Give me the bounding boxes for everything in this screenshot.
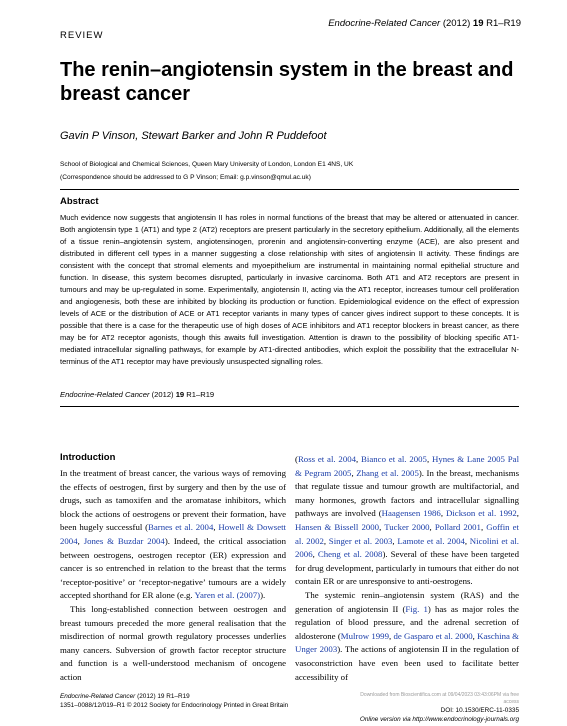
reference-link[interactable]: Pal & Pegram 2005 [295, 454, 520, 478]
reference-link[interactable]: Dickson et al. 1992 [446, 508, 517, 519]
footer-copyright: 1351–0088/12/019–R1 © 2012 Society for Endocrinology Printed in Great Britain [60, 702, 289, 709]
reference-link[interactable]: Cheng et al. 2008 [317, 549, 383, 560]
reference-link[interactable]: Singer et al. 2003 [328, 535, 393, 546]
reference-link[interactable]: Pollard 2001 [434, 521, 481, 532]
footer-online-link[interactable]: Online version via http://www.endocrinology-journals.org [359, 716, 519, 723]
reference-link[interactable]: de Gasparo et al. 2000 [393, 630, 473, 641]
running-head-volume: 19 [472, 18, 484, 29]
reference-link[interactable]: Mulrow 1999 [340, 630, 389, 641]
divider-top [60, 189, 519, 190]
reference-link[interactable]: Nicolini et al. 2006 [295, 535, 519, 560]
reference-link[interactable]: Goffin et al. 2002 [295, 521, 519, 546]
abstract-text: Much evidence now suggests that angiotensin II has roles in normal functions of the breast that may be altered or attenuated in cancer. Both angiotensin type 1 (AT1) and type 2 (AT2) receptors are present particularly in the secretory epithelium. Additionally, all the elements of a tissue renin–angiotensin system, angiotensinogen, prorenin and angiotensin-converting enzyme (ACE), are also present and distributed in different cell types in a manner suggesting a close relationship with sites of angiotensin II activity. These findings are consistent with the concept that stromal elements and myoepithelium are instrumental in maintaining normal epithelial structure and function. In disease, this system becomes disrupted, particularly in invasive carcinoma. Both AT1 and AT2 receptors are present in tumours and may be up-regulated in some. Experimentally, angiotensin II, acting via the AT1 receptor, increases tumour cell proliferation and angiogenesis, both these are inhibited by blocking its production or function. Epidemiological evidence on the effect of expression levels of ACE or the distribution of ACE or AT1 receptor variants in many types of cancer gives indirect support to these concepts. It is possible that there is a case for the therapeutic use of high doses of ACE inhibitors and AT1 receptor blockers in breast cancer, as there may be for AT2 receptor agonists, though this awaits full investigation. Attention is drawn to the possibility of blocking specific AT1-mediated intracellular signalling pathways, for example by AT1-directed antibodies, which exploit the possibility that the extracellular N-terminus of the AT1 receptor may have previously unsuspected signalling roles. [60, 213, 519, 366]
figure-link[interactable]: Fig. 1 [405, 603, 428, 614]
footer-left: Endocrine-Related Cancer (2012) 19 R1–R19 1351–0088/12/019–R1 © 2012 Society for Endocrinology Printed in Great Britain [60, 693, 289, 709]
reference-link[interactable]: Kaschina & Unger 2003 [295, 630, 520, 655]
citation-year: (2012) [151, 390, 174, 399]
reference-link[interactable]: Ross et al. 2004 [297, 454, 357, 464]
correspondence: (Correspondence should be addressed to G P Vinson; Email: g.p.vinson@qmul.ac.uk) [60, 174, 311, 181]
running-head-journal: Endocrine-Related Cancer [328, 18, 441, 29]
ras-paragraph: The systemic renin–angiotensin system (RAS) and the generation of angiotensin II (Fig. 1) has as major roles the regulation of blood pressure, and the adrenal secretion of aldosterone (Mulrow 1999, de Gasparo et al. 2000, Kaschina & Unger 2003). The actions of angiotensin II in the regulation of vasoconstriction have even been used to facilitate better accessibility of [295, 589, 520, 682]
citation-volume: 19 [175, 390, 185, 399]
running-head-year: (2012) [442, 18, 471, 29]
affiliation: School of Biological and Chemical Sciences, Queen Mary University of London, London E1 4NS, UK [60, 161, 354, 168]
running-head-pages: R1–R19 [486, 18, 521, 29]
reference-link[interactable]: Yaren et al. (2007) [194, 590, 261, 601]
reference-link[interactable]: Howell & Dowsett 2004 [60, 522, 286, 546]
running-head [328, 18, 521, 29]
reference-link[interactable]: Tucker 2000 [384, 521, 430, 532]
citation-pages: R1–R19 [186, 390, 215, 399]
section-label: REVIEW [60, 30, 104, 41]
reference-link[interactable]: Jones & Buzdar 2004 [83, 535, 165, 546]
intro-paragraph-2: This long-established connection between oestrogen and breast tumours preceded the more general realisation that the misdirection of normal growth regulatory processes underlies many cancers. Subversion of growth factor receptor structure and function is a well-understood mechanism of oncogene action [60, 603, 286, 682]
download-watermark: Downloaded from Bioscientifica.com at 09/04/2023 03:43:06PM via free access [360, 692, 519, 705]
footer-right [344, 692, 519, 724]
reference-link[interactable]: Hansen & Bissell 2000 [295, 521, 380, 532]
abstract-heading: Abstract [60, 196, 99, 207]
reference-link[interactable]: Hynes & Lane 2005 [431, 454, 505, 464]
body-column-right [295, 453, 519, 684]
reference-link[interactable]: Lamote et al. 2004 [397, 535, 465, 546]
article-title: The renin–angiotensin system in the breast and breast cancer [60, 59, 514, 105]
citation-journal: Endocrine-Related Cancer [60, 390, 150, 399]
body-column-left [60, 467, 286, 685]
footer-journal: Endocrine-Related Cancer [60, 693, 136, 700]
introduction-heading: Introduction [60, 452, 116, 463]
affiliation-block [60, 158, 520, 184]
reference-link[interactable]: Barnes et al. 2004 [148, 522, 214, 533]
abstract-citation [60, 390, 214, 399]
footer-doi: DOI: 10.1530/ERC-11-0335 [440, 707, 519, 714]
reference-link[interactable]: Haagensen 1986 [381, 508, 441, 519]
continued-paragraph: (Ross et al. 2004, Bianco et al. 2005, Hynes & Lane 2005 Pal & Pegram 2005, Zhang et al. 2005). In the breast, mechanisms that regulate tissue and tumour growth are multifactorial, and many hormones, growth factors and intracellular signalling pathways are involved (Haagensen 1986, Dickson et al. 1992, Hansen & Bissell 2000, Tucker 2000, Pollard 2001, Goffin et al. 2002, Singer et al. 2003, Lamote et al. 2004, Nicolini et al. 2006, Cheng et al. 2008). Several of these have been targeted for drug development, particularly in tumours that either do not contain ER or are unresponsive to anti-oestrogens. [295, 454, 520, 587]
intro-paragraph-1: In the treatment of breast cancer, the various ways of removing the effects of oestrogen, first by surgery and then by the use of drugs, such as tamoxifen and the aromatase inhibitors, which block the actions of oestrogens or prevent their formation, have been hugely successful (Barnes et al. 2004, Howell & Dowsett 2004, Jones & Buzdar 2004). Indeed, the critical association between oestrogens, oestrogen receptor (ER) expression and cancer is so entrenched in relation to the breast that the terms ‘receptor-positive’ or ‘receptor-negative’ tumours are a widely accepted shorthand for ER alone (e.g. Yaren et al. (2007)). [60, 468, 286, 601]
reference-link[interactable]: Bianco et al. 2005 [361, 454, 427, 464]
author-list: Gavin P Vinson, Stewart Barker and John R Puddefoot [60, 130, 327, 142]
reference-link[interactable]: Zhang et al. 2005 [356, 467, 419, 478]
divider-bottom [60, 406, 519, 407]
